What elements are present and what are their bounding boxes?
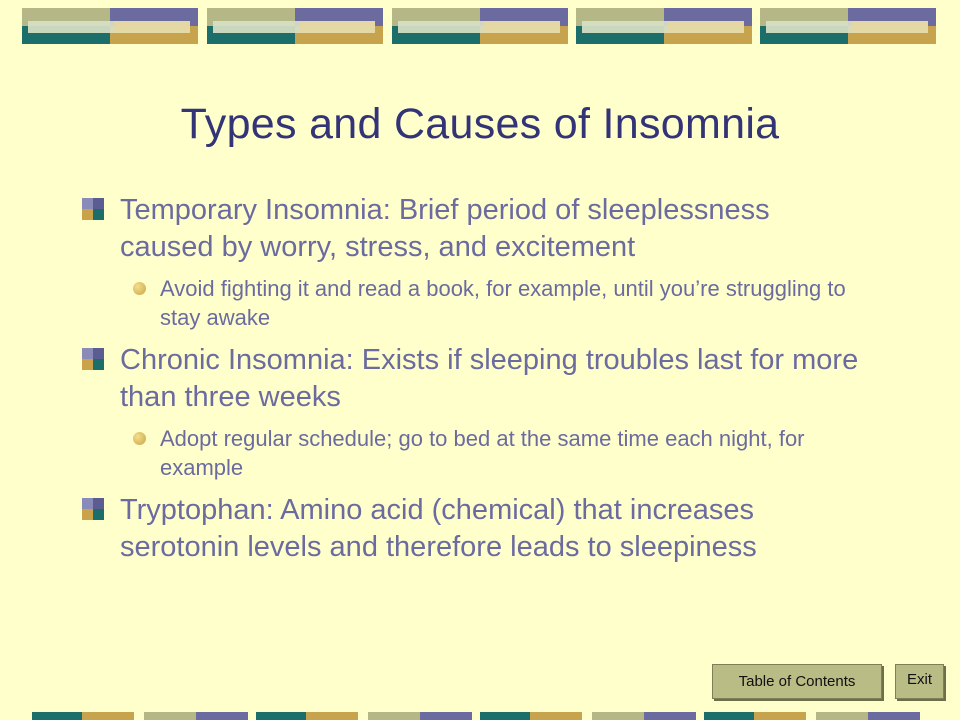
sub-bullet-text: Avoid fighting it and read a book, for example, until you’re struggling to stay awake <box>160 276 846 330</box>
quadrant-bullet-icon <box>82 198 104 220</box>
exit-button[interactable]: Exit <box>895 664 944 699</box>
banner-tile <box>576 8 752 44</box>
top-decorative-banner <box>22 8 938 44</box>
bottom-decorative-strip <box>32 712 928 720</box>
quadrant-bullet-icon <box>82 498 104 520</box>
sub-bullet-item <box>80 424 870 482</box>
banner-tile <box>760 8 936 44</box>
slide-title: Types and Causes of Insomnia <box>180 100 780 148</box>
quadrant-bullet-icon <box>82 348 104 370</box>
bullet-text: Tryptophan: Amino acid (chemical) that increases serotonin levels and therefore leads to sleepiness <box>120 494 757 563</box>
round-dot-bullet-icon <box>133 432 146 445</box>
bullet-item <box>80 192 870 266</box>
bullet-item <box>80 492 870 566</box>
slide-content <box>80 192 870 574</box>
sub-bullet-text: Adopt regular schedule; go to bed at the same time each night, for example <box>160 426 805 480</box>
bullet-text: Temporary Insomnia: Brief period of sleeplessness caused by worry, stress, and excitement <box>120 194 770 263</box>
bullet-item <box>80 342 870 416</box>
banner-tile <box>207 8 383 44</box>
banner-tile <box>392 8 568 44</box>
sub-bullet-item <box>80 274 870 332</box>
round-dot-bullet-icon <box>133 282 146 295</box>
bullet-text: Chronic Insomnia: Exists if sleeping troubles last for more than three weeks <box>120 344 859 413</box>
banner-tile <box>22 8 198 44</box>
table-of-contents-button[interactable]: Table of Contents <box>712 664 882 699</box>
